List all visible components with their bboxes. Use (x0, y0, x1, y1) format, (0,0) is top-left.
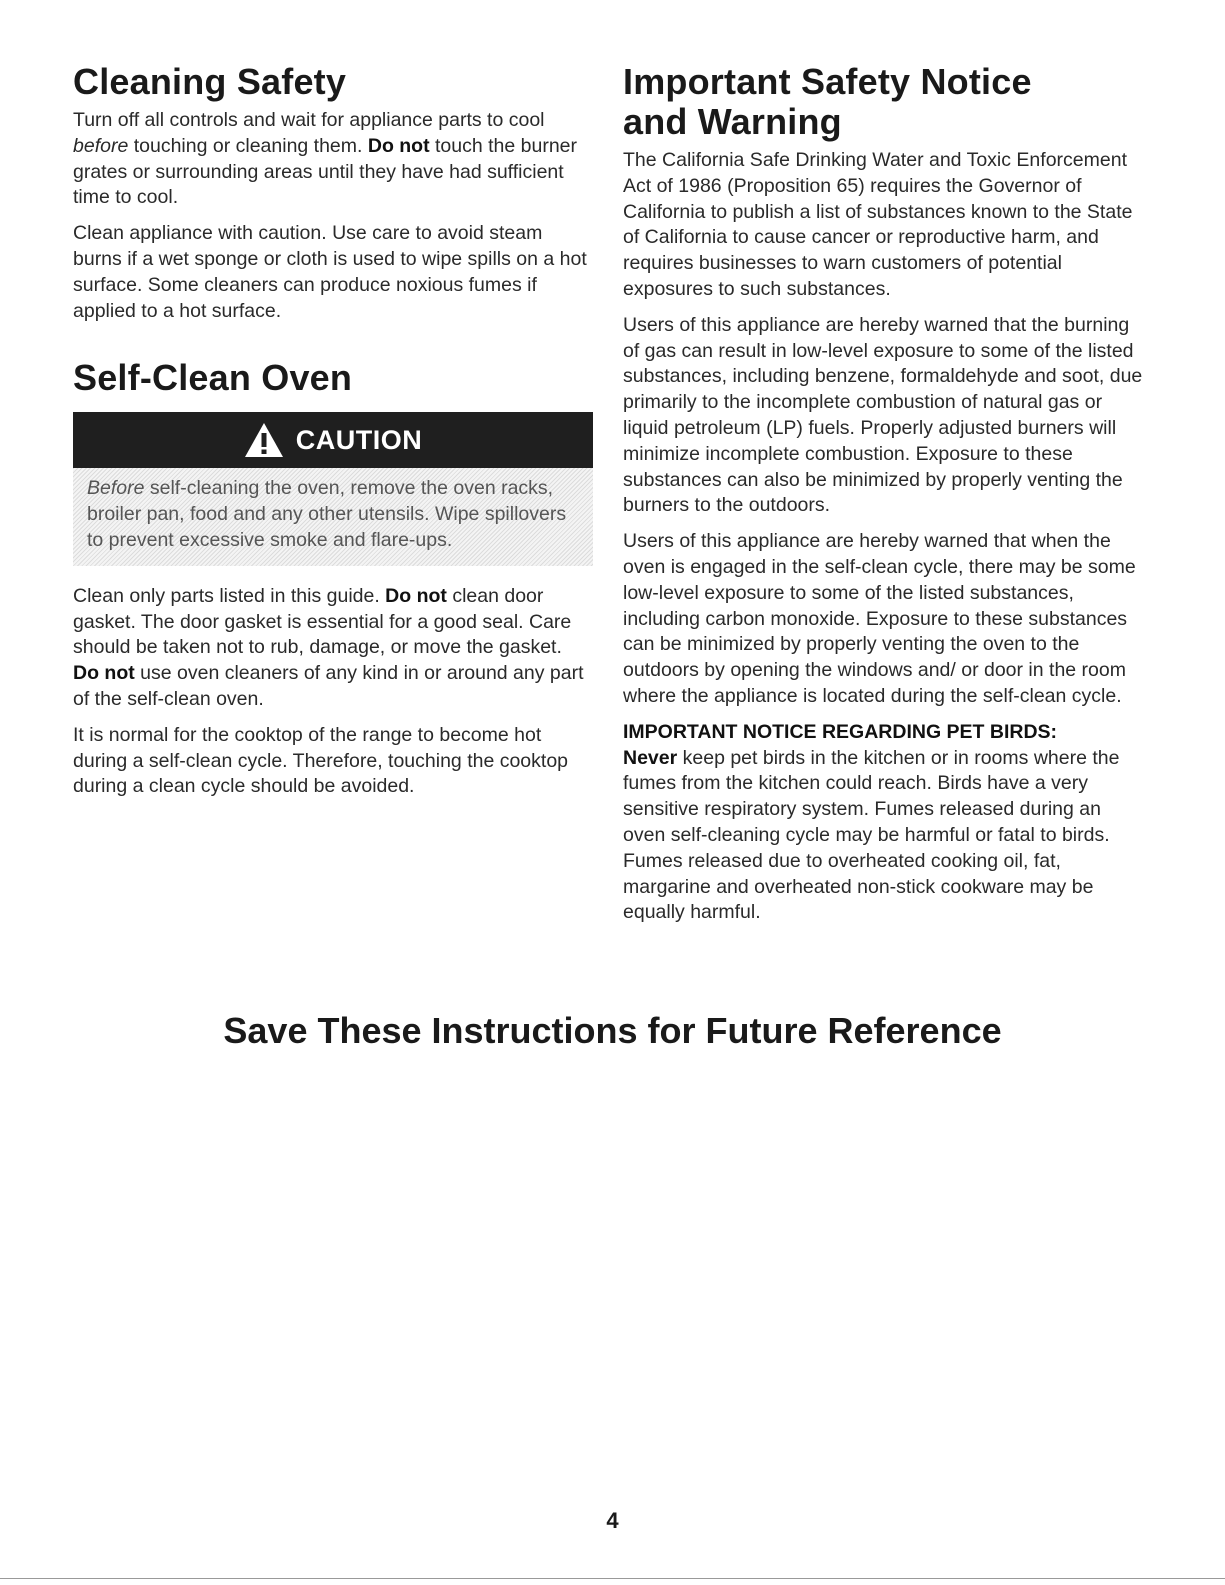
text-span: clean door gasket. The door gasket is essential for a good seal. Care should be taken not to rub, damage, or move the gasket. (73, 584, 572, 659)
warning-triangle-icon (244, 422, 284, 458)
pet-birds-heading: IMPORTANT NOTICE REGARDING PET BIRDS: (623, 720, 1058, 743)
notice-heading-line2: and Warning (623, 101, 842, 142)
text-span: use oven cleaners of any kind in or around any part of the self-clean oven. (73, 662, 584, 710)
notice-paragraph-1: The California Safe Drinking Water and Toxic Enforcement Act of 1986 (Proposition 65) requires the Governor of California to publish a list of substances known to the State of California to cause cancer or reproductive harm, and requires businesses to warn customers of potential exposures to such substances. (623, 149, 1133, 300)
cleaning-safety-paragraph-2: Clean appliance with caution. Use care to avoid steam burns if a wet sponge or cloth is used to wipe spills on a hot surface. Some cleaners can produce noxious fumes if applied to a hot surface. (73, 222, 587, 322)
text-span: keep pet birds in the kitchen or in rooms where the fumes from the kitchen could reach. Birds have a very sensitive respiratory system. Fumes released during an oven self-cleaning cycle may be harmful or fatal to birds. Fumes released due to overheated cooking oil, fat, margarine and overheated non-stick cookware may be equally harmful. (623, 746, 1120, 924)
save-instructions-heading: Save These Instructions for Future Reference (223, 1010, 1002, 1051)
text-span: touching or cleaning them. (128, 134, 368, 157)
self-clean-paragraph-1 (73, 584, 593, 713)
page-number: 4 (606, 1508, 619, 1533)
cleaning-safety-paragraph-1 (73, 108, 593, 211)
italic-before: before (73, 134, 129, 157)
self-clean-paragraph-2: It is normal for the cooktop of the range to become hot during a self-clean cycle. Therefore, touching the cooktop during a clean cycle should be avoided. (73, 723, 569, 798)
text-span: Clean only parts listed in this guide. (73, 584, 386, 607)
cleaning-safety-heading: Cleaning Safety (73, 61, 347, 102)
caution-header (73, 412, 593, 468)
text-span: touch the burner grates or surrounding areas until they have had sufficient time to cool. (73, 134, 578, 209)
self-clean-heading: Self-Clean Oven (73, 357, 353, 399)
notice-paragraph-3: Users of this appliance are hereby warned that when the oven is engaged in the self-clean cycle, there may be some low-level exposure to some of the listed substances, including carbon monoxide. Exposure to these substances can be minimized by properly venting the oven to the outdoors by opening the windows and/ or door in the room where the appliance is located during the self-clean cycle. (623, 530, 1136, 707)
left-column (73, 62, 593, 810)
notice-paragraph-2: Users of this appliance are hereby warned that the burning of gas can result in low-level exposure to some of the listed substances, including benzene, formaldehyde and soot, due primarily to the incomplete combustion of natural gas or liquid petroleum (LP) fuels. Properly adjusted burners will minimize incomplete combustion. Exposure to these substances can also be minimized by properly venting the burners to the outdoors. (623, 313, 1143, 517)
italic-before: Before (87, 477, 145, 500)
caution-text (73, 468, 593, 565)
text-span: self-cleaning the oven, remove the oven racks, broiler pan, food and any other utensils. Wipe spillovers to prevent excessive smoke and flare-ups. (87, 477, 567, 551)
bold-do-not: Do not (385, 584, 447, 607)
pet-birds-paragraph (623, 746, 1148, 927)
right-column (623, 62, 1148, 936)
bold-do-not: Do not (73, 662, 135, 685)
bold-never: Never (623, 746, 678, 769)
text-span: Turn off all controls and wait for appliance parts to cool (73, 109, 545, 131)
bold-do-not: Do not (367, 134, 430, 157)
bottom-rule (0, 1578, 1225, 1579)
caution-box (73, 412, 593, 565)
notice-heading-line1: Important Safety Notice (623, 61, 1032, 102)
caution-label: CAUTION (295, 424, 423, 455)
